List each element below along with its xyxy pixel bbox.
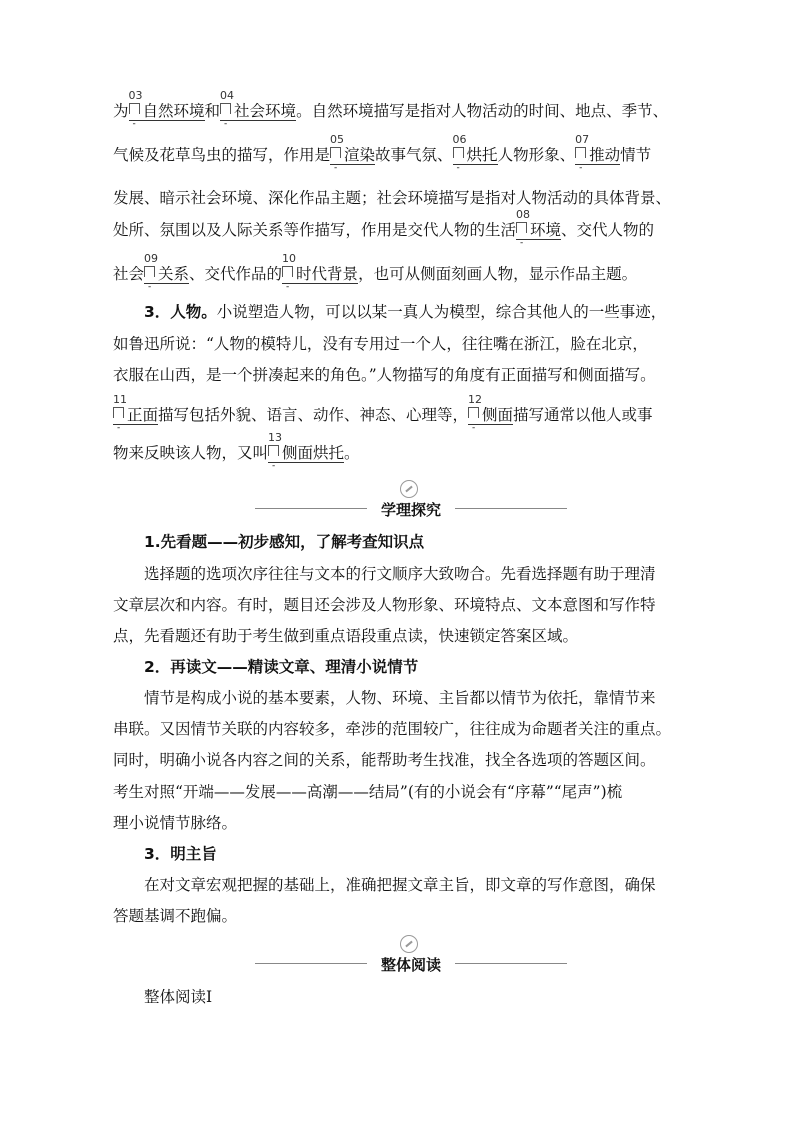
p1-line2: 文章层次和内容。有时，题目还会涉及人物形象、环境特点、文本意图和写作特 [113,596,656,614]
answer-text: 时代背景 [296,265,359,283]
answer-text: 侧面烘托 [282,444,345,462]
text: 社会 [113,265,145,283]
text: 描写包括外貌、语言、动作、神态、心理等， [158,406,469,424]
book-icon [400,935,418,953]
p2-line2: 串联。又因情节关联的内容较多，牵涉的范围较广，往往成为命题者关注的重点。 [113,720,672,738]
para1-line3: 发展、暗示社会环境、深化作品主题；社会环境描写是指对人物活动的具体背景、 [113,189,672,207]
answer-number: 06 [452,133,467,146]
text: 气候及花草鸟虫的描写，作用是 [113,146,331,164]
text: 。自然环境描写是指对人物活动的时间、地点、季节、 [296,102,669,120]
heading-2: 2．再读文——精读文章、理清小说情节 [144,658,419,676]
p2-line3: 同时，明确小说各内容之间的关系，能帮助考生找准，找全各选项的答题区间。 [113,751,656,769]
section-header-zhengti [255,935,567,975]
para2-line4 [113,393,653,433]
text: ，也可从侧面刻画人物，显示作品主题。 [358,265,638,283]
answer-number: 09 [144,252,159,265]
answer-text: 关系 [158,265,190,283]
box-icon [516,222,527,233]
heading-3: 3．明主旨 [144,845,217,863]
box-icon [220,103,231,114]
answer-number: 10 [282,252,297,265]
section-header-xueli [255,480,567,520]
text: 情节 [620,146,652,164]
divider [455,963,567,964]
para1-line1 [113,89,669,129]
box-icon [268,445,279,456]
dash-mark: - [224,119,228,129]
answer-text: 烘托 [466,146,498,164]
dash-mark: - [286,282,290,292]
box-icon [575,147,586,158]
para1-line4 [113,208,655,248]
text: 人物形象、 [497,146,576,164]
item-label: 3．人物。 [144,303,217,321]
p2-line1: 情节是构成小说的基本要素，人物、环境、主旨都以情节为依托，靠情节来 [144,689,656,707]
answer-number: 03 [128,89,143,102]
text: 。 [344,444,360,462]
answer-number: 08 [516,208,531,221]
answer-blank-11 [113,393,159,433]
text: 描写通常以他人或事 [513,406,653,424]
answer-number: 04 [220,89,235,102]
answer-text: 正面 [127,406,159,424]
box-icon [113,407,124,418]
para1-line5 [113,252,638,292]
answer-blank-04 [220,89,297,129]
dash-mark: - [132,119,136,129]
answer-blank-09 [144,252,190,292]
answer-number: 07 [575,133,590,146]
box-icon [468,407,479,418]
para2-line1 [144,300,666,324]
leaf-icon [400,480,418,498]
para2-line5 [113,431,360,471]
divider [455,508,567,509]
box-icon [330,147,341,158]
p1-line3: 点，先看题还有助于考生做到重点语段重点读，快速锁定答案区域。 [113,627,579,645]
text: 处所、氛围以及人际关系等作描写，作用是交代人物的生活 [113,221,517,239]
answer-text: 自然环境 [142,102,205,120]
para2-line3: 衣服在山西，是一个拼凑起来的角色。”人物描写的角度有正面描写和侧面描写。 [113,366,656,384]
box-icon [144,266,155,277]
divider [255,508,367,509]
answer-number: 13 [268,431,283,444]
text: 故事气氛、 [375,146,453,164]
answer-text: 社会环境 [234,102,297,120]
answer-blank-13 [268,431,345,471]
dash-mark: - [456,163,460,173]
text: 为 [113,102,129,120]
p3-line1: 在对文章宏观把握的基础上，准确把握文章主旨，即文章的写作意图，确保 [144,876,656,894]
answer-text: 侧面 [482,406,514,424]
answer-number: 12 [468,393,483,406]
dash-mark: - [117,423,121,433]
text: 、交代作品的 [189,265,283,283]
divider [255,963,367,964]
answer-number: 11 [113,393,127,406]
text: 小说塑造人物，可以以某一真人为模型，综合其他人的一些事迹， [216,303,667,321]
heading-1: 1.先看题——初步感知，了解考查知识点 [144,533,425,551]
answer-number: 05 [330,133,345,146]
dash-mark: - [334,163,338,173]
p2-line5: 理小说情节脉络。 [113,814,238,832]
answer-blank-06 [452,133,498,173]
box-icon [453,147,464,158]
dash-mark: - [579,163,583,173]
box-icon [282,266,293,277]
para1-line2 [113,133,652,173]
box-icon [129,103,140,114]
answer-text: 推动 [589,146,621,164]
para2-line2: 如鲁迅所说：“人物的模特儿，没有专用过一个人，往往嘴在浙江，脸在北京， [113,335,648,353]
text: 和 [204,102,221,120]
answer-blank-07 [575,133,621,173]
dash-mark: - [148,282,152,292]
answer-blank-03 [128,89,205,129]
reading-label: 整体阅读Ⅰ [144,988,213,1006]
section-title: 学理探究 [380,501,441,519]
text: 、交代人物的 [561,221,655,239]
answer-blank-05 [330,133,376,173]
answer-blank-08 [516,208,562,248]
p1-line1: 选择题的选项次序往往与文本的行文顺序大致吻合。先看选择题有助于理清 [144,565,656,583]
p2-line4: 考生对照“开端——发展——高潮——结局”(有的小说会有“序幕”“尾声”)梳 [113,783,623,801]
dash-mark: - [520,238,524,248]
dash-mark: - [472,423,476,433]
section-title: 整体阅读 [380,956,441,974]
p3-line2: 答题基调不跑偏。 [113,907,238,925]
answer-blank-12 [468,393,514,433]
text: 物来反映该人物，又叫 [113,444,269,462]
dash-mark: - [272,461,276,471]
answer-blank-10 [282,252,359,292]
answer-text: 环境 [530,221,562,239]
answer-text: 渲染 [344,146,376,164]
